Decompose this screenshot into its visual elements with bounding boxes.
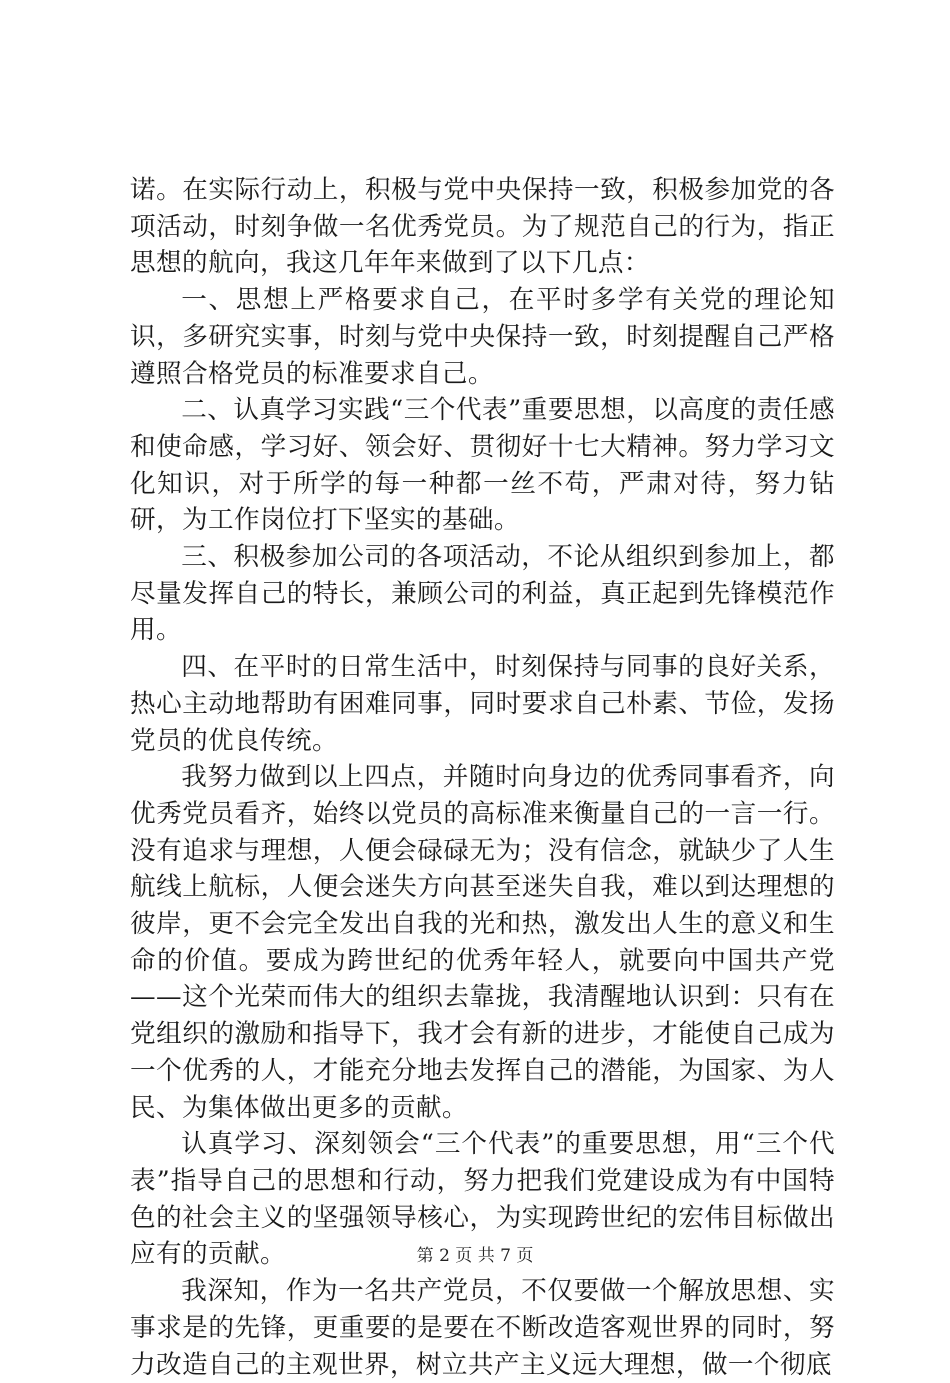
- paragraph-commitment: 我深知，作为一名共产党员，不仅要做一个解放思想、实事求是的先锋，更重要的是要在不断改造客观世界的同时，努力改造自己的主观世界，树立共产主义远大理想，做一个彻底: [130, 1276, 835, 1380]
- paragraph-point-two: 二、认真学习实践“三个代表”重要思想，以高度的责任感和使命感，学习好、领会好、贯彻好十七大精神。努力学习文化知识，对于所学的每一种都一丝不苟，严肃对待，努力钻研，为工作岗位打下坚实的基础。: [130, 395, 835, 536]
- document-body: [130, 172, 835, 1383]
- paragraph-three-represents: 认真学习、深刻领会“三个代表”的重要思想，用“三个代表”指导自己的思想和行动，努力把我们党建设成为有中国特色的社会主义的坚强领导核心，为实现跨世纪的宏伟目标做出应有的贡献。: [130, 1129, 835, 1270]
- paragraph-continuation: 诺。在实际行动上，积极与党中央保持一致，积极参加党的各项活动，时刻争做一名优秀党员。为了规范自己的行为，指正思想的航向，我这几年年来做到了以下几点：: [130, 175, 835, 279]
- paragraph-point-three: 三、积极参加公司的各项活动，不论从组织到参加上，都尽量发挥自己的特长，兼顾公司的利益，真正起到先锋模范作用。: [130, 542, 835, 646]
- paragraph-point-one: 一、思想上严格要求自己，在平时多学有关党的理论知识，多研究实事，时刻与党中央保持一致，时刻提醒自己严格遵照合格党员的标准要求自己。: [130, 285, 835, 389]
- page-footer: [0, 1244, 950, 1268]
- paragraph-point-four: 四、在平时的日常生活中，时刻保持与同事的良好关系，热心主动地帮助有困难同事，同时要求自己朴素、节俭，发扬党员的优良传统。: [130, 652, 835, 756]
- paragraph-reflection: 我努力做到以上四点，并随时向身边的优秀同事看齐，向优秀党员看齐，始终以党员的高标准来衡量自己的一言一行。没有追求与理想，人便会碌碌无为；没有信念，就缺少了人生航线上航标，人便会迷失方向甚至迷失自我，难以到达理想的彼岸，更不会完全发出自我的光和热，激发出人生的意义和生命的价值。要成为跨世纪的优秀年轻人，就要向中国共产党——这个光荣而伟大的组织去靠拢，我清醒地认识到：只有在党组织的激励和指导下，我才会有新的进步，才能使自己成为一个优秀的人，才能充分地去发挥自己的潜能，为国家、为人民、为集体做出更多的贡献。: [130, 762, 835, 1123]
- page-number-label: 第 2 页 共 7 页: [416, 1246, 534, 1266]
